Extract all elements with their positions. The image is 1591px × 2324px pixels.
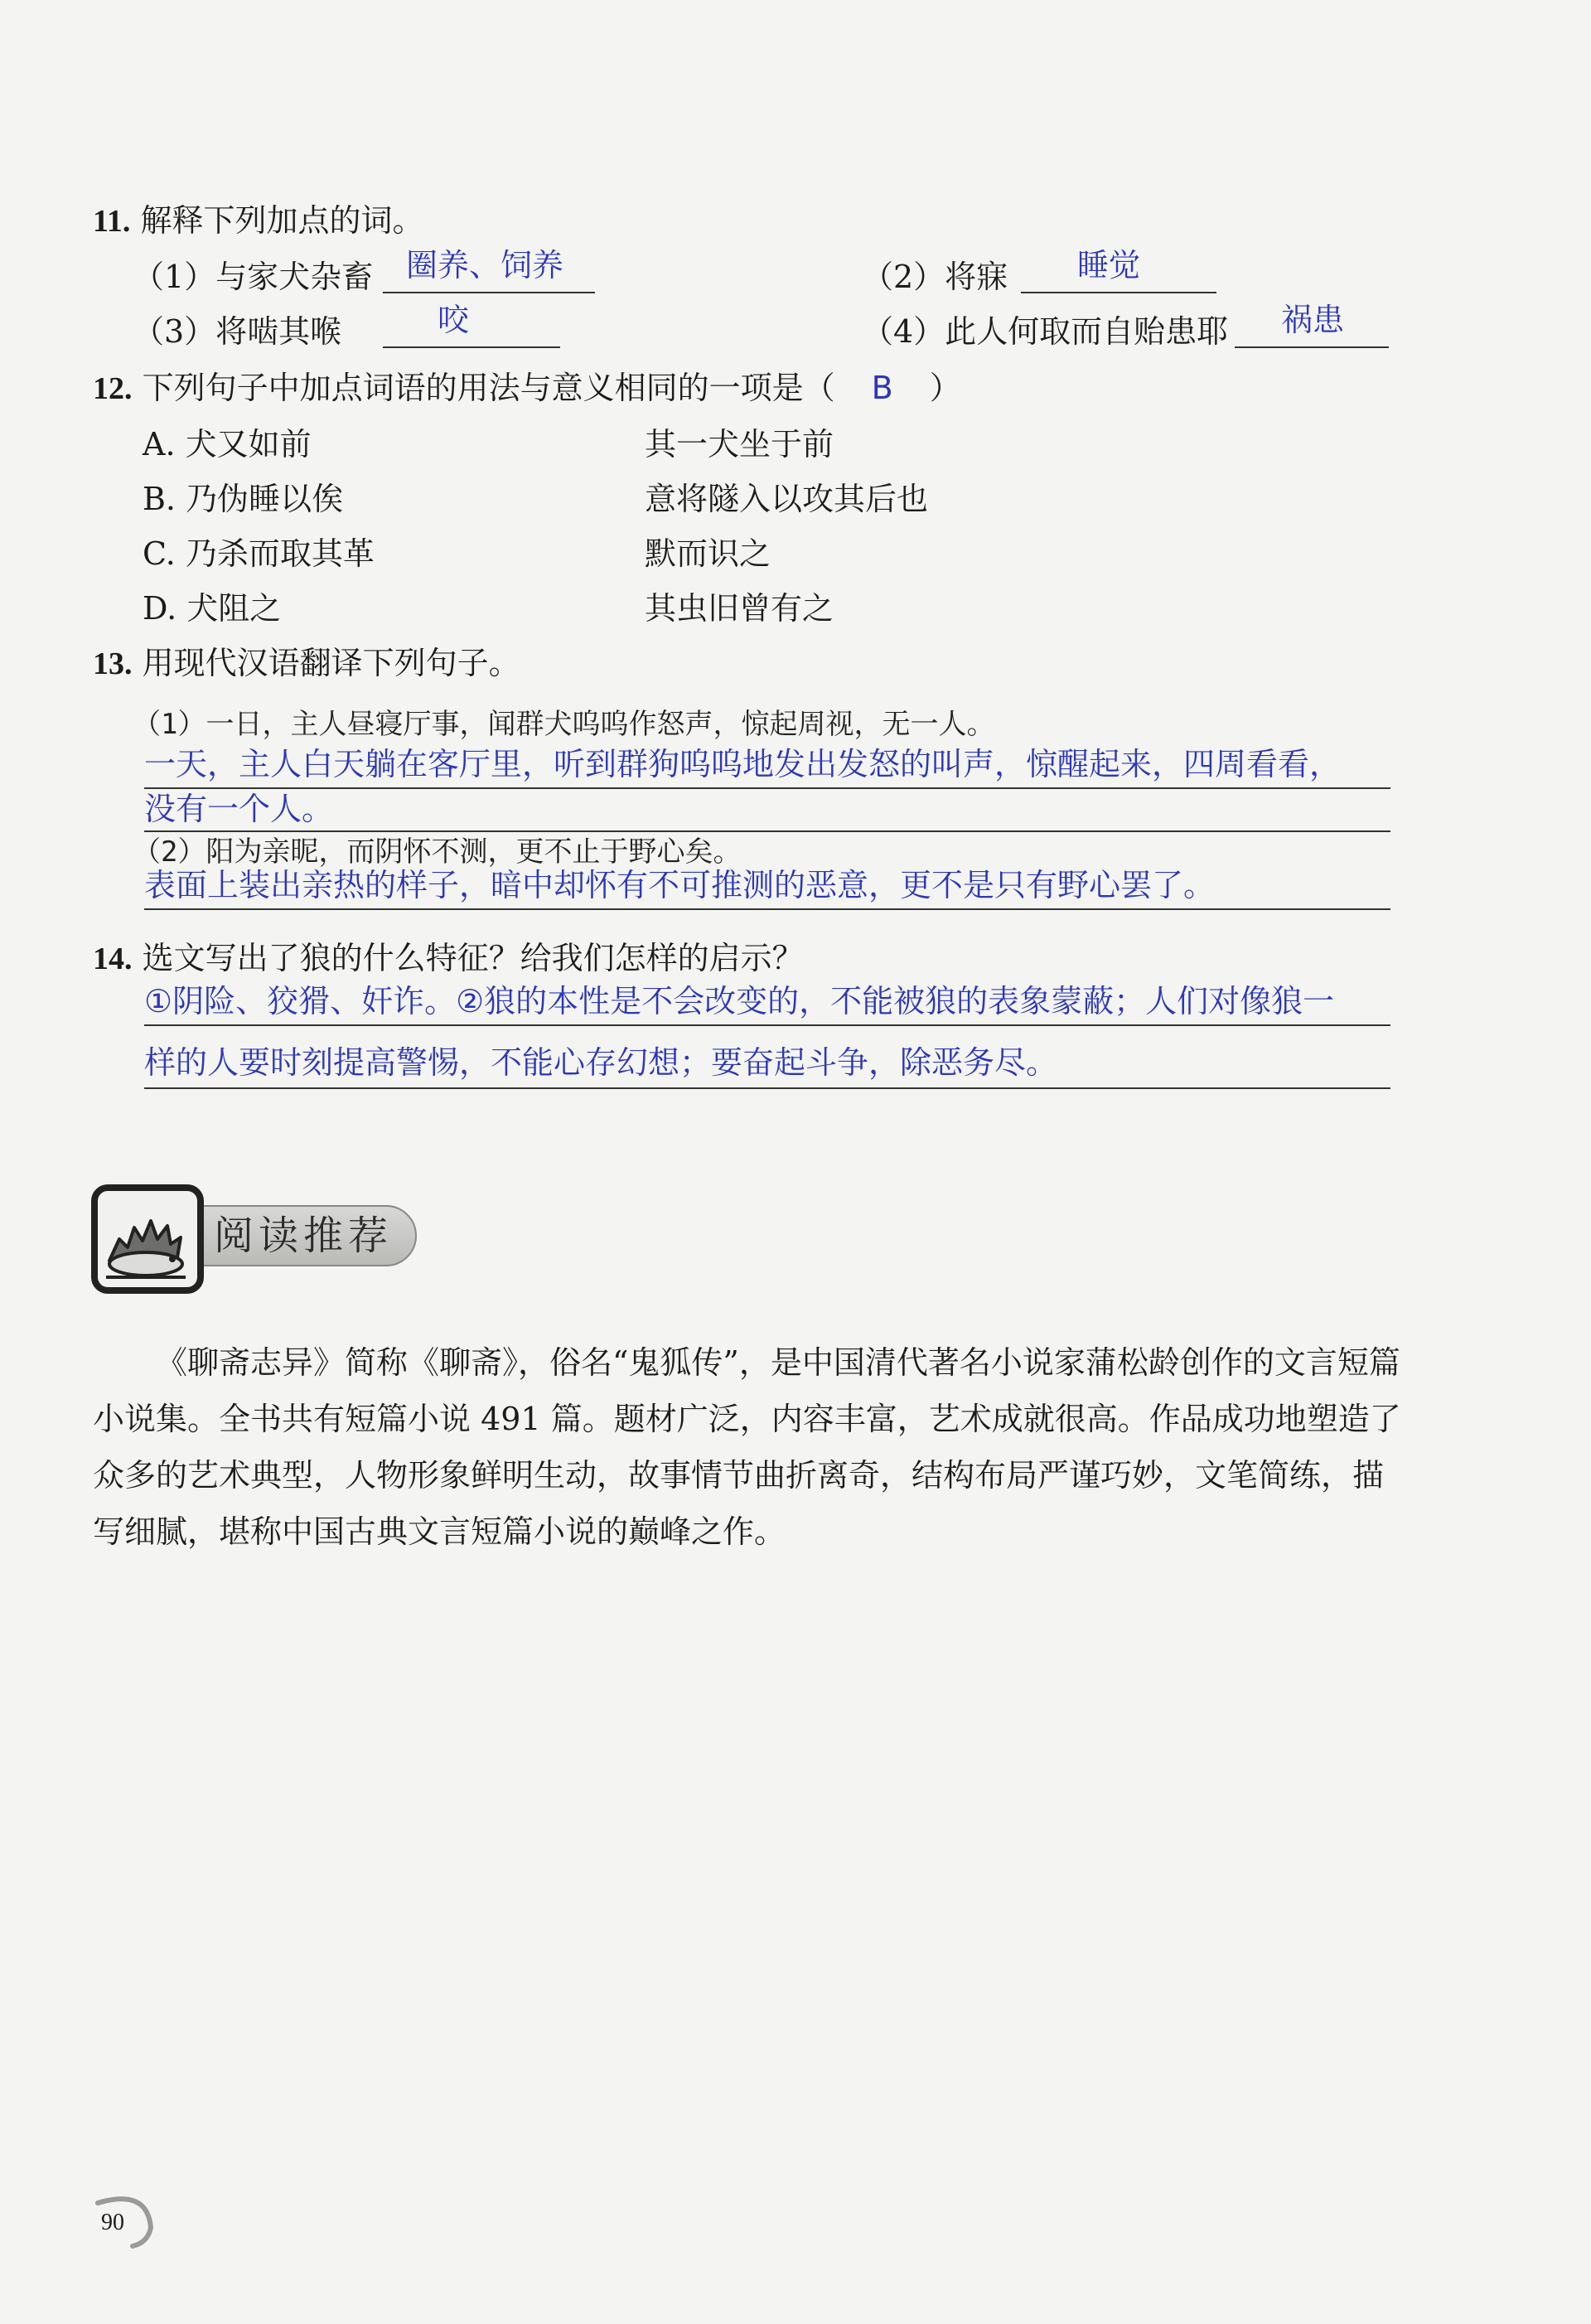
q11-prompt: 解释下列加点的词。 [140,202,424,239]
q12-option-a-right: 其一犬坐于前 [645,426,834,462]
q11-item-4-blank [1235,346,1389,348]
q13-item-1-answer-line2: 没有一个人。 [144,791,334,827]
q12-option-c-right: 默而识之 [645,535,771,572]
q11-item-3-blank [383,346,560,348]
q12-option-b-left: B. 乃伪睡以俟 [143,481,344,517]
q14-answer-line1: ①阴险、狡猾、奸诈。②狼的本性是不会改变的，不能被狼的表象蒙蔽；人们对像狼一 [144,983,1335,1019]
q12-option-b-right: 意将隧入以攻其后也 [645,481,929,517]
q11-item-4-answer: 祸患 [1281,302,1345,338]
q11-item-2-blank [1021,292,1216,293]
q12-prompt-before: 下列句子中加点词语的用法与意义相同的一项是（ [142,370,835,406]
q14-number: 14. [93,942,133,976]
q12-option-d-right: 其虫旧曾有之 [645,590,834,627]
q12-option-c-left: C. 乃杀而取其革 [143,535,375,572]
q13-header [93,643,520,684]
q12-header [93,368,961,409]
hedgehog-icon [94,1188,201,1290]
q14-prompt: 选文写出了狼的什么特征？给我们怎样的启示？ [142,940,804,976]
section-title: 阅读推荐 [214,1213,394,1259]
q14-answer-line2: 样的人要时刻提高警惕，不能心存幻想；要奋起斗争，除恶务尽。 [144,1044,1058,1081]
q12-answer: B [871,370,893,406]
q11-header [93,201,424,241]
q11-item-1-blank [383,292,595,293]
q13-number: 13. [93,646,133,681]
page-number-badge [89,2191,156,2253]
q13-item-1-original: （1）一日，主人昼寝厅事，闻群犬呜呜作怒声，惊起周视，无一人。 [133,708,995,741]
q12-number: 12. [93,371,133,406]
section-badge [91,1181,423,1297]
q14-rule-2 [144,1087,1390,1089]
q11-item-2-label: （2）将寐 [862,259,1008,295]
q13-item-1-answer-line1: 一天，主人白天躺在客厅里，听到群狗呜呜地发出发怒的叫声，惊醒起来，四周看看， [144,746,1342,782]
q13-prompt: 用现代汉语翻译下列句子。 [142,645,520,681]
q11-item-1-answer: 圈养、饲养 [406,247,564,283]
q12-option-a-left: A. 犬又如前 [143,426,312,462]
q13-item-2-rule [144,908,1390,910]
page-number: 90 [101,2210,124,2235]
recommendation-paragraph: 《聊斋志异》简称《聊斋》，俗名“鬼狐传”，是中国清代著名小说家蒲松龄创作的文言短篇小说集。全书共有短篇小说 491 篇。题材广泛，内容丰富，艺术成就很高。作品成功地塑造了众多的艺术典型，人物形象鲜明生动，故事情节曲折离奇，结构布局严谨巧妙，文笔简练，描写细腻，堪称中国古典文言短篇小说的巅峰之作。 [93,1344,1401,1550]
q13-item-2-original: （2）阳为亲昵，而阴怀不测，更不止于野心矣。 [133,835,742,869]
q12-prompt-after: ） [929,370,961,406]
q13-item-2-answer-line1: 表面上装出亲热的样子，暗中却怀有不可推测的恶意，更不是只有野心罢了。 [144,867,1216,903]
q11-item-3-label: （3）将啮其喉 [133,313,342,350]
q11-number: 11. [93,204,131,239]
q14-header [93,938,804,979]
q11-item-2-answer: 睡觉 [1077,247,1141,283]
q14-rule-1 [144,1024,1390,1026]
q11-item-1-label: （1）与家犬杂畜 [133,259,374,295]
q11-item-4-label: （4）此人何取而自贻患耶 [862,313,1229,350]
q12-option-d-left: D. 犬阻之 [143,590,282,627]
q11-item-3-answer: 咬 [438,302,470,338]
